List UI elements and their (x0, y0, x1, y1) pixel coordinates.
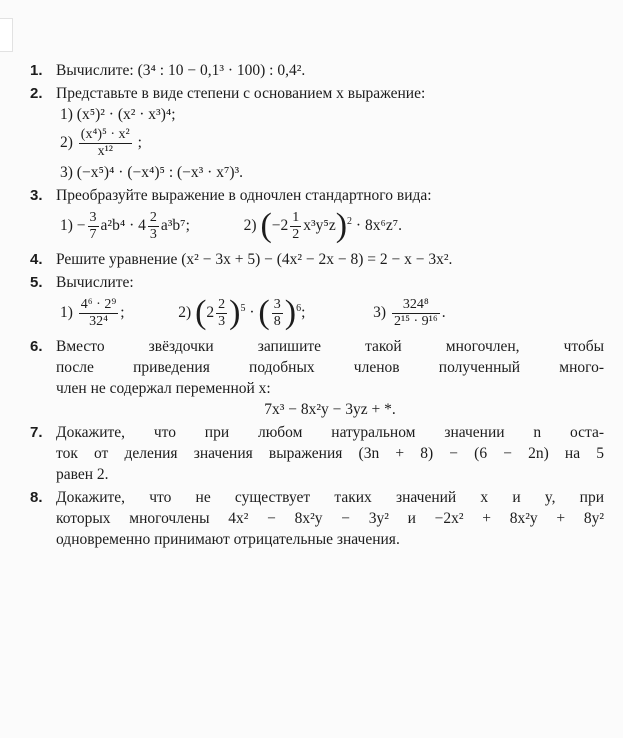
task-number: 8. (30, 489, 43, 506)
item-label: 2) (243, 217, 257, 235)
fraction (216, 297, 227, 330)
task-2-item-2 (56, 127, 604, 160)
power: 5 (240, 302, 246, 314)
task-1 (30, 60, 604, 81)
task-text: Решите уравнение (x² − 3x + 5) − (4x² − 2x − 8) = 2 − x − 3x². (56, 251, 453, 268)
sign: − (76, 217, 86, 235)
item-label: 3) (373, 304, 387, 322)
task-text: Представьте в виде степени с основанием x выражение: (56, 85, 426, 102)
task-2-item-1: 1) (x⁵)² · (x² · x³)⁴; (60, 106, 176, 123)
item-label: 1) (60, 217, 73, 235)
item-label: 2) (178, 304, 192, 322)
fraction-denominator: x¹² (97, 144, 113, 159)
fraction-numerator: (x⁴)⁵ · x² (80, 127, 130, 142)
item-label: 1) (60, 304, 73, 322)
task-3-items: 1) − $\frac{3}{7}$ a²b⁴ · 4 $\frac{2}{3}$ a³b⁷; 2) (−2 $\frac{1}{2}$ x³y⁵z)$^2$ · 8x⁶z⁷. (60, 207, 403, 245)
task-number: 5. (30, 274, 43, 291)
dot: · (249, 304, 255, 322)
task-number: 7. (30, 424, 43, 441)
task-number: 2. (30, 85, 43, 102)
expression-part: a²b⁴ · 4 (100, 217, 146, 235)
task-text-line: член не содержал переменной x: (56, 380, 271, 397)
item-tail: ; (137, 134, 142, 152)
expression-part: a³b⁷; (160, 217, 190, 235)
task-text-line: Докажите, что не существует таких значений x и y, при (56, 489, 604, 506)
task-text: Преобразуйте выражение в одночлен стандартного вида: (56, 187, 432, 204)
item-tail: . (441, 304, 446, 322)
task-7 (30, 422, 604, 485)
task-text-line: Вместо звёздочки запишите такой многочлен, чтобы (56, 338, 604, 355)
task-5 (30, 272, 604, 330)
task-2 (30, 83, 604, 183)
item-tail: ; (301, 304, 306, 322)
task-6 (30, 336, 604, 420)
fraction-numerator: 4⁶ · 2⁹ (80, 297, 117, 312)
task-text-line: ток от деления значения выражения (3n + 8) − (6 − 2n) на 5 (56, 445, 604, 462)
expression-part: · 8x⁶z⁷. (355, 217, 403, 235)
task-number: 4. (30, 251, 43, 268)
task-number: 1. (30, 62, 43, 79)
fraction-numerator: 3 (89, 210, 97, 225)
fraction (290, 210, 301, 243)
page-corner-mark (0, 18, 13, 52)
expression-part: x³y⁵z (303, 217, 336, 235)
task-2-item-3: 3) (−x⁵)⁴ · (−x⁴)⁵ : (−x³ · x⁷)³. (60, 164, 244, 181)
task-text: Вычислите: (56, 274, 134, 291)
task-8 (30, 487, 604, 550)
item-tail: ; (120, 304, 125, 322)
fraction (272, 297, 283, 330)
fraction (148, 210, 159, 243)
whole-part: 2 (206, 304, 215, 322)
fraction (79, 127, 132, 160)
fraction (392, 297, 440, 330)
exercise-page (30, 60, 604, 552)
power: 6 (296, 302, 302, 314)
fraction-numerator: 2 (149, 210, 157, 225)
task-number: 3. (30, 187, 43, 204)
task-text-line: Докажите, что при любом натуральном значении n оста- (56, 424, 604, 441)
task-text-line: которых многочлены 4x² − 8x²y − 3y² и −2x² + 8x²y + 8y² (56, 510, 604, 527)
fraction-denominator: 3 (218, 314, 226, 329)
task-3 (30, 185, 604, 243)
task-text-line: равен 2. (56, 466, 109, 483)
fraction-denominator: 3 (149, 227, 157, 242)
task-text: Вычислите: (3⁴ : 10 − 0,1³ · 100) : 0,4². (56, 62, 306, 79)
fraction (88, 210, 99, 243)
task-text-line: одновременно принимают отрицательные значения. (56, 531, 400, 548)
task-number: 6. (30, 338, 43, 355)
power: 2 (347, 215, 353, 227)
task-4 (30, 249, 604, 270)
fraction-numerator: 3 (273, 297, 281, 312)
fraction-denominator: 7 (89, 227, 97, 242)
fraction-denominator: 8 (273, 314, 281, 329)
fraction-denominator: 32⁴ (89, 314, 108, 329)
task-5-items: 1) $\frac{\text{4⁶ · 2⁹}}{\text{32⁴}}$ ; 2) (2 $\frac{2}{3}$ )$^5$ · ( $\frac{3}{8}$ )$^6$; 3) $\frac{\text{324⁸}}{\text{2¹⁵ · 9¹⁶}}$ . (60, 294, 446, 332)
item-label: 2) (60, 134, 73, 152)
fraction (79, 297, 118, 330)
fraction-denominator: 2 (292, 227, 300, 242)
task-formula: 7x³ − 8x²y − 3yz + *. (264, 401, 396, 418)
task-text-line: после приведения подобных членов полученный много- (56, 359, 604, 376)
fraction-numerator: 324⁸ (392, 297, 440, 314)
fraction-numerator: 2 (218, 297, 226, 312)
fraction-numerator: 1 (292, 210, 300, 225)
sign: −2 (271, 217, 289, 235)
fraction-denominator: 2¹⁵ · 9¹⁶ (393, 314, 438, 329)
